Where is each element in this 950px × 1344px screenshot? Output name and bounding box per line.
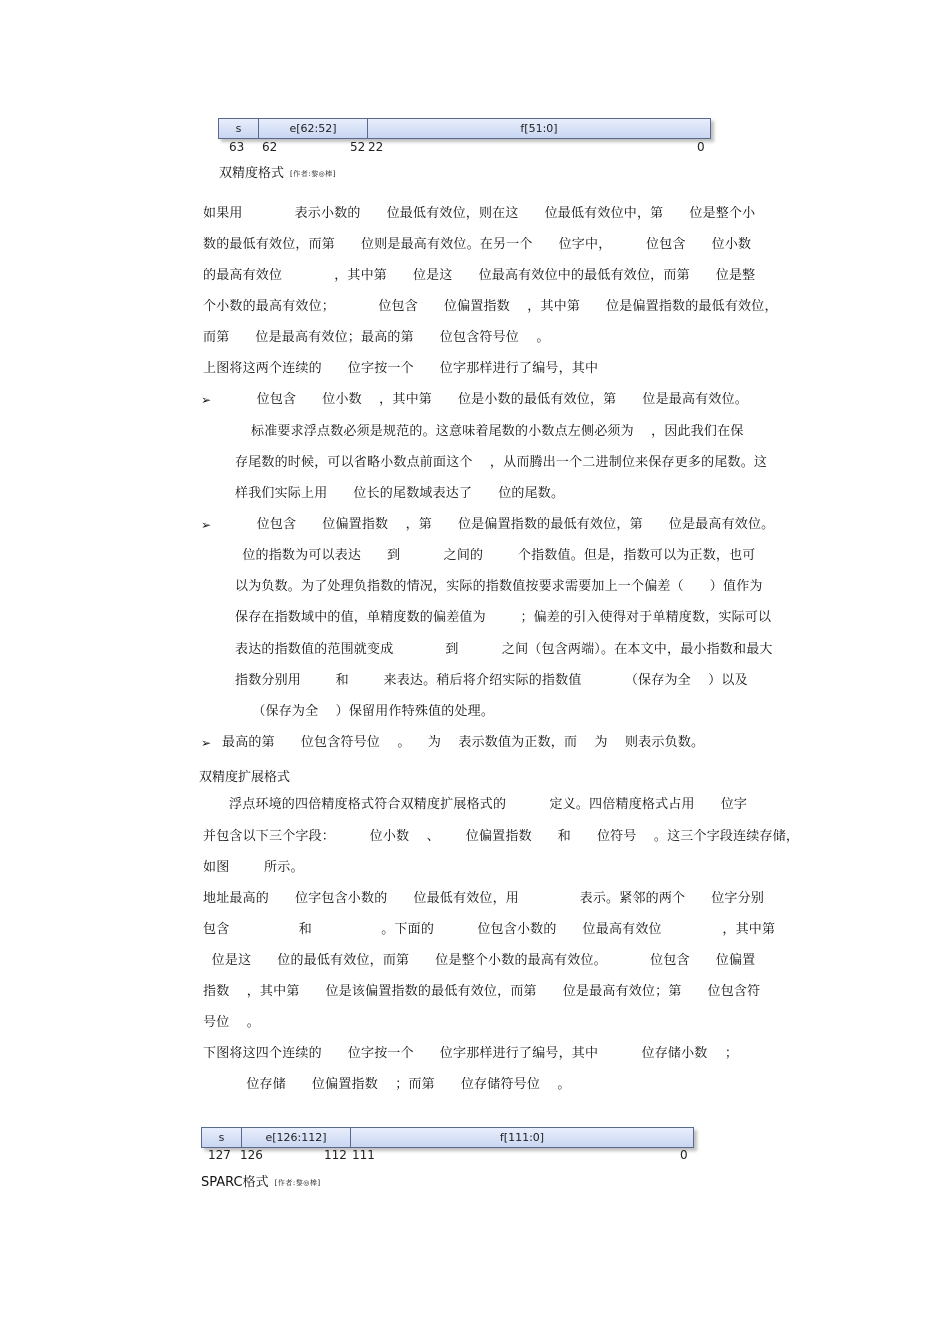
sign-field: s (219, 119, 259, 138)
paragraph-line: 位是这 位的最低有效位，而第 位是整个小数的最高有效位。 位包含 位偏置 (203, 953, 756, 968)
bit-label: 62 (262, 140, 278, 154)
bullet-line: 位包含 位小数 ，其中第 位是小数的最低有效位，第 位是最高有效位。 (222, 392, 748, 407)
sign-field: s (202, 1128, 242, 1147)
bullet-line: 位的指数为可以表达 到 之间的 个指数值。但是，指数可以为正数，也可 (225, 548, 756, 563)
paragraph-line: 位存储 位偏置指数 ；而第 位存储符号位 。 (203, 1077, 571, 1092)
bullet-line: 表达的指数值的范围就变成 到 之间（包含两端）。在本文中，最小指数和最大 (235, 642, 773, 657)
bit-label: 112 (324, 1148, 347, 1162)
bullet-arrow-icon: ➢ (201, 518, 212, 532)
bit-label: 52 (350, 140, 366, 154)
paragraph-line: 指数 ，其中第 位是该偏置指数的最低有效位，而第 位是最高有效位；第 位包含符 (203, 984, 761, 999)
figure-caption (201, 1171, 321, 1190)
paragraph-line: 包含 和 。下面的 位包含小数的 位最高有效位 ，其中第 (203, 922, 776, 937)
fraction-field: f[111:0] (499, 1131, 545, 1144)
paragraph-line: 而第 位是最高有效位；最高的第 位包含符号位 。 (203, 330, 550, 345)
paragraph-line: 数的最低有效位，而第 位则是最高有效位。在另一个 位字中， 位包含 位小数 (203, 237, 752, 252)
bullet-line: 标准要求浮点数必须是规范的。这意味着尾数的小数点左侧必须为 ，因此我们在保 (225, 424, 744, 439)
caption-author-note: [作者:黎◎棒] (290, 169, 336, 178)
bullet-arrow-icon: ➢ (201, 393, 212, 407)
bullet-line: 最高的第 位包含符号位 。 为 表示数值为正数，而 为 则表示负数。 (222, 735, 705, 750)
caption-author-note: [作者:黎◎棒] (274, 1178, 321, 1187)
paragraph-line: 如图 所示。 (203, 860, 304, 875)
paragraph-line: 并包含以下三个字段： 位小数 、 位偏置指数 和 位符号 。这三个字段连续存储， (203, 829, 800, 844)
bullet-line: （保存为全 ）保留用作特殊值的处理。 (235, 704, 495, 719)
quad-format-bitfield (201, 1127, 694, 1148)
bullet-line: 保存在指数域中的值，单精度数的偏差值为 ；偏差的引入使得对于单精度数，实际可以 (235, 610, 772, 625)
bullet-line: 样我们实际上用 位长的尾数域表达了 位的尾数。 (235, 486, 565, 501)
bullet-line: 指数分别用 和 来表达。稍后将介绍实际的指数值 （保存为全 ）以及 (235, 673, 748, 688)
paragraph-line: 号位 。 (203, 1015, 260, 1030)
exponent-field: e[62:52] (259, 119, 368, 138)
bullet-line: 以为负数。为了处理负指数的情况，实际的指数值按要求需要加上一个偏差（ ）值作为 (235, 579, 763, 594)
section-heading: 双精度扩展格式 (199, 770, 291, 785)
paragraph-line: 如果用 表示小数的 位最低有效位，则在这 位最低有效位中，第 位是整个小 (203, 206, 756, 221)
bit-label: 0 (697, 140, 705, 154)
paragraph-line: 的最高有效位 ，其中第 位是这 位最高有效位中的最低有效位，而第 位是整 (203, 268, 756, 283)
paragraph-line: 上图将这两个连续的 位字按一个 位字那样进行了编号，其中 (203, 361, 599, 376)
paragraph-line: 地址最高的 位字包含小数的 位最低有效位，用 表示。紧邻的两个 位字分别 (203, 891, 765, 906)
bit-label: 63 (229, 140, 245, 154)
bit-label: 127 (208, 1148, 231, 1162)
exponent-field: e[126:112] (242, 1128, 351, 1147)
figure-caption (219, 162, 336, 181)
bullet-line: 存尾数的时候，可以省略小数点前面这个 ，从而腾出一个二进制位来保存更多的尾数。这 (235, 455, 768, 470)
bit-label: 111 (352, 1148, 375, 1162)
bullet-arrow-icon: ➢ (201, 736, 212, 750)
caption-text: SPARC格式 (201, 1175, 269, 1190)
paragraph-line: 下图将这四个连续的 位字按一个 位字那样进行了编号，其中 位存储小数 ； (203, 1046, 739, 1061)
bit-label: 22 (368, 140, 384, 154)
paragraph-line: 个小数的最高有效位； 位包含 位偏置指数 ，其中第 位是偏置指数的最低有效位， (203, 299, 778, 314)
bullet-line: 位包含 位偏置指数 ，第 位是偏置指数的最低有效位，第 位是最高有效位。 (222, 517, 775, 532)
bit-label: 126 (240, 1148, 263, 1162)
paragraph-line: 浮点环境的四倍精度格式符合双精度扩展格式的 定义。四倍精度格式占用 位字 (203, 797, 748, 812)
caption-text: 双精度格式 (219, 166, 285, 181)
fraction-field: f[51:0] (520, 122, 558, 135)
bit-label: 0 (680, 1148, 688, 1162)
double-format-bitfield (218, 118, 711, 139)
